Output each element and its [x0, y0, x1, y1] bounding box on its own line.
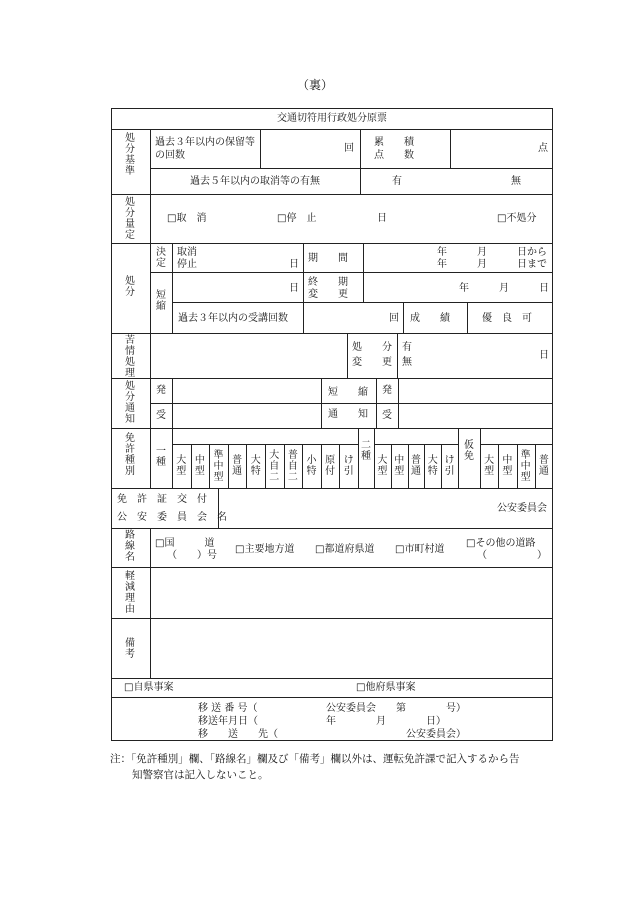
short-day-unit: 日 [289, 283, 299, 294]
short-notice-2: 通 知 [328, 409, 368, 420]
rule [150, 528, 151, 678]
rule [374, 444, 458, 445]
transfer-date-label: 移送年月日（ [198, 716, 258, 727]
rule [111, 528, 553, 529]
rule [150, 378, 151, 428]
complaint-no: 無 [402, 357, 412, 368]
issuer-suffix: 公安委員会 [497, 503, 547, 514]
action-label: 処分 [125, 276, 135, 298]
license-type-cell[interactable]: 中型 [394, 455, 405, 477]
route-label: 路線名 [125, 530, 135, 563]
route-national-number: （ ）号 [167, 550, 217, 561]
rule [111, 194, 553, 195]
rule [111, 333, 553, 334]
license-type-cell[interactable]: 普通 [538, 455, 549, 477]
decided-day-unit: 日 [289, 259, 299, 270]
license-type-cell[interactable]: 中型 [502, 455, 513, 477]
short-label: 短縮 [156, 290, 166, 312]
transfer-date-mid: 年 月 日） [326, 716, 446, 727]
issuer-label-2: 公 安 委 員 会 名 [117, 512, 227, 523]
end-change-label: 終 期 [308, 277, 348, 288]
license-label: 免許種別 [125, 433, 135, 477]
rule [172, 378, 173, 428]
points-unit: 点 [538, 143, 548, 154]
rule [111, 129, 553, 130]
cancel-yes: 有 [392, 176, 402, 187]
cumulative-label: 累 積 [374, 137, 414, 148]
rule [358, 428, 359, 488]
license-type-cell[interactable]: 小特 [306, 455, 317, 477]
rule [408, 444, 409, 488]
remarks-label: 備考 [125, 638, 135, 660]
transfer-dest-label: 移 送 先（ [198, 729, 278, 740]
rule [391, 444, 392, 488]
rule [172, 302, 553, 303]
route-other-checkbox[interactable]: □その他の道路 [466, 538, 536, 549]
rule [111, 243, 553, 244]
license-type-cell[interactable]: 原付 [325, 455, 336, 477]
rule [260, 129, 261, 168]
class1-label: 一種 [156, 446, 166, 468]
license-type-cell[interactable]: 大特 [427, 455, 438, 477]
license-type-cell[interactable]: 大型 [377, 455, 388, 477]
license-type-cell[interactable]: 準中型 [520, 449, 531, 483]
decision-suspend-checkbox[interactable]: □停 止 [277, 213, 317, 224]
rule [150, 333, 151, 378]
complaint-yes: 有 [402, 342, 412, 353]
rule [397, 333, 398, 378]
rule [172, 243, 173, 333]
short-receive: 受 [382, 410, 392, 421]
rule [480, 428, 481, 488]
page-heading: （裏） [296, 78, 333, 92]
form-title: 交通切符用行政処分原票 [277, 113, 387, 124]
rule [441, 444, 442, 488]
license-type-cell[interactable]: 大型 [484, 455, 495, 477]
rule [111, 618, 553, 619]
rule [363, 243, 364, 302]
rule [246, 444, 247, 488]
basis-label: 処分基準 [125, 133, 135, 177]
license-type-cell[interactable]: け引 [343, 455, 354, 477]
complaint-label: 苦情処理 [125, 335, 135, 379]
complaint-change-2: 変 更 [352, 357, 392, 368]
decision-cancel-checkbox[interactable]: □取 消 [167, 213, 207, 224]
complaint-change: 処 分 [352, 342, 392, 353]
license-type-cell[interactable]: 普通 [411, 455, 421, 477]
rule [111, 697, 553, 698]
notice-receive: 受 [156, 410, 166, 421]
rule [374, 428, 375, 488]
times-unit: 回 [344, 143, 354, 154]
rule [111, 428, 553, 429]
rule [450, 129, 451, 168]
license-type-cell[interactable]: け引 [444, 455, 455, 477]
short-send: 発 [382, 385, 392, 396]
rule [150, 403, 553, 404]
end-change-date: 年 月 日 [459, 283, 549, 294]
cancel-word: 取消 [177, 247, 197, 258]
route-other-paren: （ ） [477, 550, 547, 561]
rule [302, 444, 303, 488]
transfer-dest-mid: 公安委員会） [406, 729, 466, 740]
own-case-checkbox[interactable]: □自県事案 [124, 682, 174, 693]
rule [403, 302, 404, 333]
end-change-label-2: 変 更 [308, 289, 348, 300]
decision-day-unit: 日 [377, 213, 387, 224]
other-case-checkbox[interactable]: □他府県事案 [356, 682, 416, 693]
suspend-word: 停止 [177, 259, 197, 270]
rule [111, 567, 553, 568]
rule [191, 444, 192, 488]
route-municipal-checkbox[interactable]: □市町村道 [395, 544, 445, 555]
rule [360, 129, 361, 194]
rule [517, 444, 518, 488]
rule [398, 378, 399, 428]
period-to: 年 月 日まで [437, 259, 547, 270]
license-type-cell[interactable]: 準中型 [213, 449, 224, 483]
license-type-cell[interactable]: 大自二 [269, 449, 280, 483]
rule [265, 444, 266, 488]
route-national-checkbox[interactable]: □国 道 [155, 538, 215, 549]
short-notice: 短 縮 [328, 387, 368, 398]
held-count-label: 過去３年以内の保留等 [155, 137, 255, 148]
rule [111, 378, 553, 379]
period-from: 年 月 日から [437, 247, 547, 258]
issuer-label: 免 許 証 交 付 [117, 494, 207, 505]
rule [498, 444, 499, 488]
cumulative-label-2: 点 数 [374, 150, 414, 161]
license-type-cell[interactable]: 大型 [176, 455, 187, 477]
cancel-history-label: 過去５年以内の取消等の有無 [190, 176, 320, 187]
transfer-no-label: 移 送 番 号（ [198, 703, 258, 714]
grade-options: 優 良 可 [482, 313, 532, 324]
class2-label: 二種 [361, 440, 371, 462]
rule [376, 378, 377, 428]
rule [111, 488, 553, 489]
rule [228, 444, 229, 488]
license-type-cell[interactable]: 大特 [250, 455, 261, 477]
provisional-label: 仮免 [464, 440, 474, 462]
rule [467, 302, 468, 333]
notice-label: 処分通知 [125, 381, 135, 425]
rule [172, 444, 173, 488]
complaint-day-unit: 日 [539, 350, 549, 361]
rule [303, 243, 304, 333]
rule [150, 129, 151, 243]
route-prefectural-checkbox[interactable]: □都道府県道 [315, 544, 375, 555]
footnote: 注：「免許種別」欄、「路線名」欄及び「備考」欄以外は、運転免許課で記入するから告 [110, 753, 520, 765]
notice-send: 発 [156, 385, 166, 396]
rule [150, 243, 151, 333]
decision-label: 処分量定 [125, 197, 135, 241]
transfer-no-mid: 公安委員会 第 号） [326, 703, 466, 714]
route-main-checkbox[interactable]: □主要地方道 [235, 544, 295, 555]
decided-label: 決定 [156, 247, 166, 269]
held-count-label-2: の回数 [155, 150, 185, 161]
rule [284, 444, 285, 488]
reduction-label: 軽減理由 [125, 571, 135, 615]
license-type-cell[interactable]: 中型 [194, 455, 205, 477]
rule [150, 168, 553, 169]
rule [150, 272, 553, 273]
rule [111, 678, 553, 679]
rule [321, 444, 322, 488]
rule [458, 428, 459, 488]
rule [209, 444, 210, 488]
rule [347, 333, 348, 378]
footnote-2: 知警察官は記入しないこと。 [132, 769, 269, 781]
course-times-unit: 回 [389, 313, 399, 324]
period-label: 期 間 [308, 253, 348, 264]
rule [424, 444, 425, 488]
course-count-label: 過去３年以内の受講回数 [178, 313, 288, 324]
license-type-cell[interactable]: 普自二 [287, 449, 298, 483]
cancel-no: 無 [511, 176, 521, 187]
form-frame [111, 108, 553, 741]
rule [321, 378, 322, 428]
result-label: 成 績 [410, 313, 450, 324]
rule [535, 444, 536, 488]
rule [150, 428, 151, 488]
license-type-cell[interactable]: 普通 [232, 455, 243, 477]
rule [339, 444, 340, 488]
no-action-checkbox[interactable]: □不処分 [497, 213, 537, 224]
